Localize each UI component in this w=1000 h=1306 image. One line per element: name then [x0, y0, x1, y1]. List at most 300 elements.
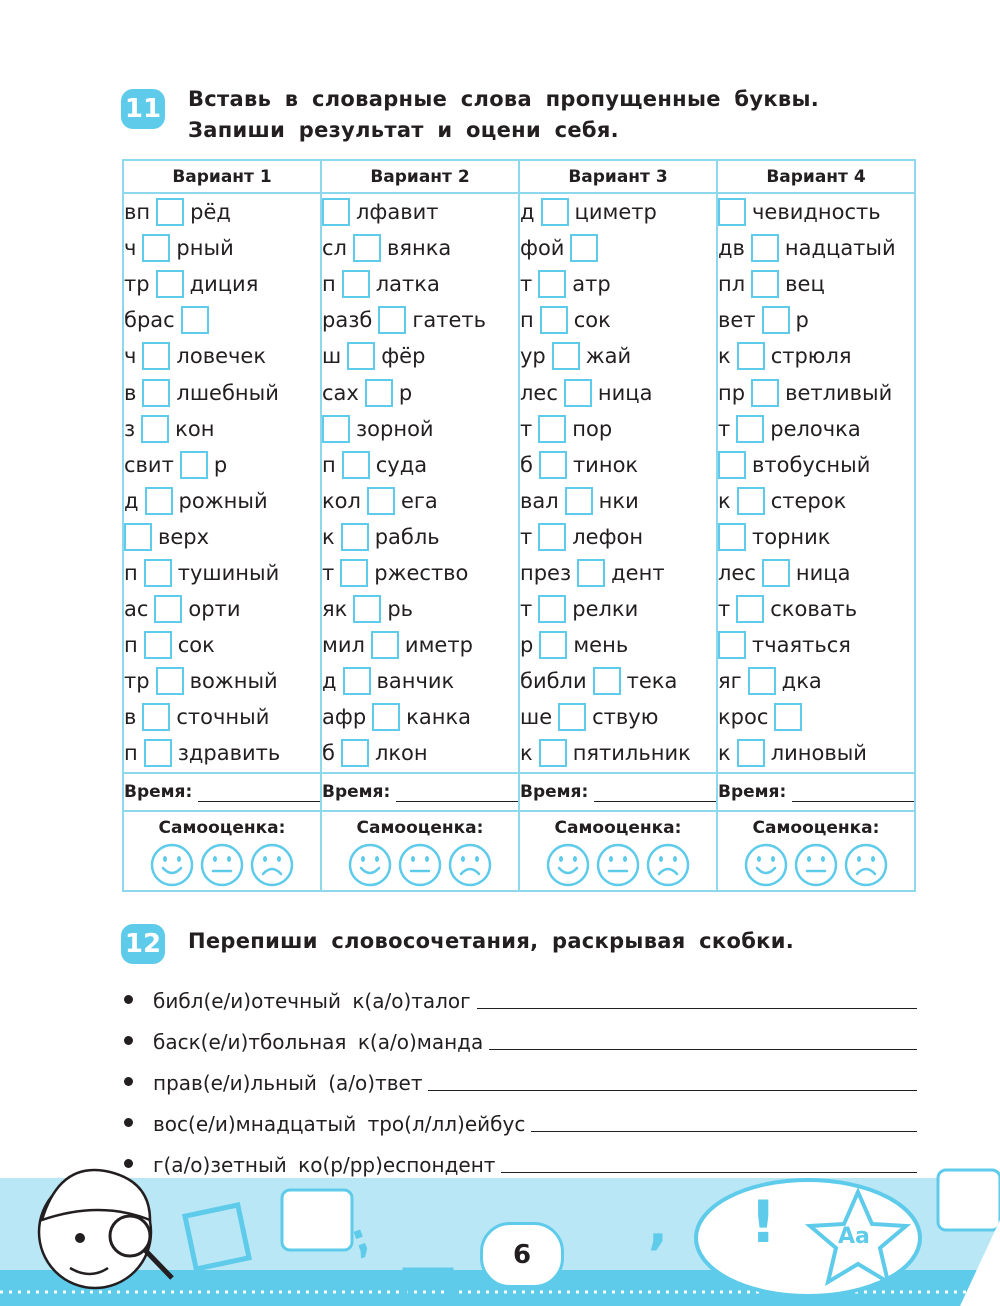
- phrase-item: [122, 1013, 917, 1054]
- missing-letter-box[interactable]: [156, 198, 184, 226]
- word-suffix: сточный: [176, 705, 270, 730]
- word-prefix: б: [520, 452, 533, 477]
- phrase-item: [122, 1054, 917, 1095]
- missing-letter-box[interactable]: [156, 270, 184, 298]
- time-label: Время:: [124, 781, 193, 802]
- smiley-neutral-icon[interactable]: [595, 842, 641, 888]
- word-item: [520, 411, 716, 447]
- variants-table: [122, 159, 916, 892]
- missing-letter-box[interactable]: [541, 198, 569, 226]
- word-item: [322, 735, 518, 771]
- missing-letter-box[interactable]: [539, 739, 567, 767]
- missing-letter-box[interactable]: [141, 415, 169, 443]
- word-suffix: надцатый: [784, 236, 896, 261]
- word-item: [718, 663, 914, 699]
- word-suffix: канка: [406, 705, 471, 730]
- missing-letter-box[interactable]: [538, 523, 566, 551]
- smiley-sad-icon[interactable]: [447, 842, 493, 888]
- semicolon-symbol: ;: [344, 1214, 376, 1264]
- word-item: [520, 735, 716, 771]
- missing-letter-box[interactable]: [737, 739, 765, 767]
- variant-word-list: [321, 193, 519, 773]
- word-suffix: дка: [781, 669, 822, 694]
- word-item: [322, 663, 518, 699]
- word-prefix: тр: [124, 272, 150, 297]
- word-prefix: ш: [322, 344, 342, 369]
- missing-letter-box[interactable]: [353, 595, 381, 623]
- missing-letter-box[interactable]: [142, 342, 170, 370]
- word-item: [322, 411, 518, 447]
- word-item: [124, 591, 320, 627]
- phrase-text: баск(е/и)тбольная к(а/о)манда: [153, 1030, 484, 1054]
- missing-letter-box[interactable]: [736, 415, 764, 443]
- missing-letter-box[interactable]: [751, 379, 779, 407]
- time-input-line[interactable]: [198, 787, 320, 802]
- word-item: [124, 483, 320, 519]
- word-prefix: т: [718, 416, 731, 441]
- word-prefix: ур: [520, 344, 546, 369]
- missing-letter-box[interactable]: [124, 523, 152, 551]
- word-item: [124, 735, 320, 771]
- missing-letter-box[interactable]: [538, 415, 566, 443]
- word-suffix: лшебный: [176, 380, 279, 405]
- missing-letter-box[interactable]: [762, 559, 790, 587]
- word-suffix: рь: [387, 597, 414, 622]
- missing-letter-box[interactable]: [154, 595, 182, 623]
- missing-letter-box[interactable]: [322, 415, 350, 443]
- puzzle-piece: [282, 1190, 352, 1250]
- word-prefix: кол: [322, 488, 361, 513]
- word-suffix: жай: [585, 344, 632, 369]
- phrase-item: [122, 972, 917, 1013]
- missing-letter-box[interactable]: [751, 270, 779, 298]
- word-item: [124, 194, 320, 230]
- comma-symbol: ,: [648, 1196, 668, 1256]
- puzzle-piece: [938, 1170, 1000, 1230]
- word-item: [124, 411, 320, 447]
- word-item: [124, 266, 320, 302]
- smiley-happy-icon[interactable]: [149, 842, 195, 888]
- word-suffix: дент: [611, 560, 665, 585]
- time-field: [520, 774, 716, 810]
- word-item: [718, 302, 914, 338]
- word-suffix: ванчик: [376, 669, 455, 694]
- word-prefix: п: [322, 272, 336, 297]
- word-item: [718, 338, 914, 374]
- word-item: [718, 555, 914, 591]
- word-item: [124, 230, 320, 266]
- word-item: [520, 447, 716, 483]
- smiley-neutral-icon[interactable]: [793, 842, 839, 888]
- missing-letter-box[interactable]: [142, 379, 170, 407]
- word-item: [322, 627, 518, 663]
- missing-letter-box[interactable]: [736, 595, 764, 623]
- missing-letter-box[interactable]: [748, 667, 776, 695]
- word-item: [520, 230, 716, 266]
- word-prefix: п: [124, 633, 138, 658]
- missing-letter-box[interactable]: [180, 451, 208, 479]
- word-prefix: д: [322, 669, 337, 694]
- missing-letter-box[interactable]: [718, 451, 746, 479]
- word-suffix: лефон: [572, 524, 644, 549]
- word-suffix: ница: [795, 560, 851, 585]
- time-row: [123, 773, 915, 811]
- word-item: [124, 519, 320, 555]
- missing-letter-box[interactable]: [371, 631, 399, 659]
- word-prefix: д: [124, 488, 139, 513]
- missing-letter-box[interactable]: [718, 523, 746, 551]
- word-item: [520, 591, 716, 627]
- time-field: [124, 774, 320, 810]
- word-suffix: пор: [572, 416, 613, 441]
- word-suffix: циметр: [574, 200, 657, 225]
- word-prefix: тр: [124, 669, 150, 694]
- word-prefix: п: [124, 741, 138, 766]
- word-item: [718, 194, 914, 230]
- smiley-happy-icon[interactable]: [545, 842, 591, 888]
- time-cell: [717, 773, 915, 811]
- word-prefix: пр: [718, 380, 746, 405]
- word-item: [322, 266, 518, 302]
- word-item: [124, 302, 320, 338]
- word-prefix: п: [124, 560, 138, 585]
- word-item: [718, 627, 914, 663]
- variant-header: Вариант 2: [321, 160, 519, 193]
- word-prefix: ч: [124, 236, 137, 261]
- phrase-list: [122, 972, 917, 1177]
- word-item: [322, 519, 518, 555]
- missing-letter-box[interactable]: [762, 306, 790, 334]
- word-prefix: к: [718, 344, 731, 369]
- self-assessment-cell: [123, 811, 321, 891]
- phrase-text: прав(е/и)льный (а/о)твет: [153, 1071, 423, 1095]
- self-assessment-cell: [519, 811, 717, 891]
- word-suffix: мень: [573, 633, 629, 658]
- missing-letter-box[interactable]: [378, 306, 406, 334]
- word-item: [718, 266, 914, 302]
- variant-word-list: [717, 193, 915, 773]
- variant-word-list: [123, 193, 321, 773]
- word-prefix: п: [322, 452, 336, 477]
- bullet-icon: [124, 1036, 133, 1045]
- variant-header: Вариант 3: [519, 160, 717, 193]
- word-prefix: т: [322, 560, 335, 585]
- missing-letter-box[interactable]: [341, 739, 369, 767]
- task-title: [188, 926, 794, 957]
- self-assessment-label: Самооценка:: [356, 817, 484, 838]
- word-prefix: т: [718, 597, 731, 622]
- word-suffix: ржество: [374, 560, 469, 585]
- word-prefix: р: [520, 633, 534, 658]
- word-item: [322, 483, 518, 519]
- word-item: [124, 338, 320, 374]
- missing-letter-box[interactable]: [365, 379, 393, 407]
- word-item: [322, 338, 518, 374]
- time-cell: [519, 773, 717, 811]
- word-suffix: тушиный: [177, 560, 280, 585]
- word-prefix: в: [124, 380, 137, 405]
- word-suffix: ствую: [592, 705, 659, 730]
- missing-letter-box[interactable]: [353, 234, 381, 262]
- word-suffix: кон: [175, 416, 215, 441]
- smiley-sad-icon[interactable]: [843, 842, 889, 888]
- word-item: [124, 663, 320, 699]
- missing-letter-box[interactable]: [372, 703, 400, 731]
- word-prefix: разб: [322, 308, 373, 333]
- missing-letter-box[interactable]: [539, 451, 567, 479]
- word-item: [322, 302, 518, 338]
- word-item: [718, 735, 914, 771]
- word-suffix: зорной: [356, 416, 434, 441]
- word-suffix: рёд: [190, 200, 231, 225]
- word-suffix: вянка: [386, 236, 452, 261]
- missing-letter-box[interactable]: [552, 342, 580, 370]
- word-item: [520, 194, 716, 230]
- word-suffix: лкон: [374, 741, 428, 766]
- missing-letter-box[interactable]: [538, 595, 566, 623]
- missing-letter-box[interactable]: [342, 451, 370, 479]
- answer-line[interactable]: [489, 1049, 917, 1050]
- missing-letter-box[interactable]: [322, 198, 350, 226]
- word-item: [124, 627, 320, 663]
- word-suffix: вожный: [189, 669, 278, 694]
- smiley-happy-icon[interactable]: [743, 842, 789, 888]
- word-suffix: орти: [188, 597, 241, 622]
- word-suffix: ветливый: [785, 380, 893, 405]
- missing-letter-box[interactable]: [342, 270, 370, 298]
- smiley-neutral-icon[interactable]: [397, 842, 443, 888]
- task-number-badge: 12: [121, 924, 165, 964]
- word-item: [124, 699, 320, 735]
- word-prefix: з: [124, 416, 136, 441]
- word-item: [520, 338, 716, 374]
- bullet-icon: [124, 995, 133, 1004]
- missing-letter-box[interactable]: [751, 234, 779, 262]
- word-item: [322, 230, 518, 266]
- variant-header: Вариант 1: [123, 160, 321, 193]
- missing-letter-box[interactable]: [558, 703, 586, 731]
- answer-line[interactable]: [428, 1090, 917, 1091]
- word-prefix: к: [520, 741, 533, 766]
- word-prefix: к: [322, 524, 335, 549]
- self-assessment-label: Самооценка:: [158, 817, 286, 838]
- word-item: [718, 699, 914, 735]
- word-prefix: през: [520, 560, 572, 585]
- missing-letter-box[interactable]: [718, 631, 746, 659]
- missing-letter-box[interactable]: [156, 667, 184, 695]
- word-suffix: суда: [375, 452, 428, 477]
- bullet-icon: [124, 1118, 133, 1127]
- word-item: [520, 627, 716, 663]
- word-prefix: к: [718, 741, 731, 766]
- word-prefix: т: [520, 416, 533, 441]
- missing-letter-box[interactable]: [144, 559, 172, 587]
- word-prefix: ше: [520, 705, 553, 730]
- word-item: [124, 447, 320, 483]
- word-suffix: рабль: [374, 524, 440, 549]
- word-suffix: вец: [785, 272, 825, 297]
- missing-letter-box[interactable]: [564, 379, 592, 407]
- smiley-happy-icon[interactable]: [347, 842, 393, 888]
- variant-header-row: [123, 160, 915, 193]
- word-suffix: ница: [597, 380, 653, 405]
- word-prefix: пл: [718, 272, 746, 297]
- word-prefix: фой: [520, 236, 565, 261]
- word-item: [124, 374, 320, 410]
- word-prefix: б: [322, 741, 335, 766]
- phrase-text: г(а/о)зетный ко(р/рр)еспондент: [153, 1153, 496, 1177]
- word-suffix: тинок: [572, 452, 639, 477]
- missing-letter-box[interactable]: [570, 234, 598, 262]
- missing-letter-box[interactable]: [367, 487, 395, 515]
- word-suffix: линовый: [770, 741, 867, 766]
- time-field: [718, 774, 914, 810]
- word-item: [520, 663, 716, 699]
- word-item: [520, 519, 716, 555]
- missing-letter-box[interactable]: [144, 739, 172, 767]
- word-suffix: здравить: [177, 741, 281, 766]
- word-suffix: ега: [400, 488, 438, 513]
- variant-word-list: [519, 193, 717, 773]
- phrase-text: вос(е/и)мнадцатый тро(л/лл)ейбус: [153, 1112, 526, 1136]
- word-item: [718, 591, 914, 627]
- word-suffix: сок: [573, 308, 611, 333]
- word-item: [718, 447, 914, 483]
- word-suffix: р: [795, 308, 809, 333]
- word-prefix: ч: [124, 344, 137, 369]
- smiley-sad-icon[interactable]: [249, 842, 295, 888]
- task-number-badge: 11: [121, 89, 165, 129]
- missing-letter-box[interactable]: [347, 342, 375, 370]
- answer-line[interactable]: [531, 1131, 917, 1132]
- word-prefix: дв: [718, 236, 745, 261]
- phrase-text: библ(е/и)отечный к(а/о)талог: [153, 989, 471, 1013]
- word-suffix: диция: [189, 272, 259, 297]
- missing-letter-box[interactable]: [144, 631, 172, 659]
- missing-letter-box[interactable]: [774, 703, 802, 731]
- word-suffix: тчаяться: [752, 633, 851, 658]
- word-prefix: мил: [322, 633, 365, 658]
- time-input-line[interactable]: [396, 787, 518, 802]
- missing-letter-box[interactable]: [737, 487, 765, 515]
- word-item: [322, 194, 518, 230]
- missing-letter-box[interactable]: [341, 523, 369, 551]
- word-suffix: рный: [176, 236, 234, 261]
- word-prefix: к: [718, 488, 731, 513]
- word-item: [520, 555, 716, 591]
- word-suffix: иметр: [404, 633, 473, 658]
- word-item: [520, 266, 716, 302]
- word-prefix: яг: [718, 669, 742, 694]
- missing-letter-box[interactable]: [539, 631, 567, 659]
- face-options: [124, 842, 320, 888]
- missing-letter-box[interactable]: [593, 667, 621, 695]
- word-prefix: брас: [124, 308, 175, 333]
- boy-eye: [75, 1233, 85, 1243]
- time-label: Время:: [520, 781, 589, 802]
- face-options: [718, 842, 914, 888]
- missing-letter-box[interactable]: [577, 559, 605, 587]
- missing-letter-box[interactable]: [565, 487, 593, 515]
- time-cell: [123, 773, 321, 811]
- self-assessment-label: Самооценка:: [752, 817, 880, 838]
- word-suffix: сок: [177, 633, 215, 658]
- variant-header: Вариант 4: [717, 160, 915, 193]
- word-prefix: д: [520, 200, 535, 225]
- missing-letter-box[interactable]: [718, 198, 746, 226]
- task-title-line: Перепиши словосочетания, раскрывая скобки.: [188, 929, 795, 953]
- word-item: [520, 374, 716, 410]
- word-suffix: р: [213, 452, 228, 477]
- word-item: [718, 483, 914, 519]
- task-title-line: Вставь в словарные слова пропущенные буквы.: [188, 87, 820, 111]
- word-suffix: релочка: [770, 416, 861, 441]
- word-prefix: як: [322, 597, 348, 622]
- missing-letter-box[interactable]: [145, 487, 173, 515]
- word-item: [322, 555, 518, 591]
- exclamation-symbol: !: [750, 1188, 777, 1256]
- self-assessment-row: [123, 811, 915, 891]
- word-prefix: афр: [322, 705, 367, 730]
- word-prefix: вал: [520, 488, 559, 513]
- missing-letter-box[interactable]: [142, 703, 170, 731]
- missing-letter-box[interactable]: [540, 306, 568, 334]
- time-input-line[interactable]: [594, 787, 716, 802]
- self-assessment-label: Самооценка:: [554, 817, 682, 838]
- star-text: Аа: [838, 1224, 870, 1249]
- self-assessment-cell: [321, 811, 519, 891]
- missing-letter-box[interactable]: [181, 306, 209, 334]
- word-prefix: сл: [322, 236, 347, 261]
- word-item: [718, 374, 914, 410]
- missing-letter-box[interactable]: [538, 270, 566, 298]
- missing-letter-box[interactable]: [142, 234, 170, 262]
- smiley-sad-icon[interactable]: [645, 842, 691, 888]
- word-suffix: атр: [572, 272, 611, 297]
- word-suffix: ловечек: [176, 344, 266, 369]
- magnifier-lens: [110, 1216, 150, 1256]
- word-item: [322, 699, 518, 735]
- word-suffix: пятильник: [572, 741, 691, 766]
- word-suffix: торник: [752, 524, 831, 549]
- word-suffix: стерок: [770, 488, 847, 513]
- word-item: [124, 555, 320, 591]
- word-item: [520, 302, 716, 338]
- word-suffix: рожный: [178, 488, 268, 513]
- word-item: [322, 374, 518, 410]
- word-item: [520, 699, 716, 735]
- missing-letter-box[interactable]: [737, 342, 765, 370]
- bullet-icon: [124, 1077, 133, 1086]
- word-prefix: свит: [124, 452, 174, 477]
- smiley-neutral-icon[interactable]: [199, 842, 245, 888]
- word-prefix: лес: [718, 560, 756, 585]
- word-prefix: сах: [322, 380, 359, 405]
- word-item: [718, 519, 914, 555]
- missing-letter-box[interactable]: [340, 559, 368, 587]
- words-row: [123, 193, 915, 773]
- word-prefix: лес: [520, 380, 558, 405]
- word-suffix: втобусный: [752, 452, 871, 477]
- time-cell: [321, 773, 519, 811]
- missing-letter-box[interactable]: [343, 667, 371, 695]
- word-suffix: р: [398, 380, 413, 405]
- answer-line[interactable]: [477, 1008, 917, 1009]
- word-item: [718, 411, 914, 447]
- word-suffix: нки: [598, 488, 639, 513]
- time-input-line[interactable]: [792, 787, 914, 802]
- word-prefix: вп: [124, 200, 151, 225]
